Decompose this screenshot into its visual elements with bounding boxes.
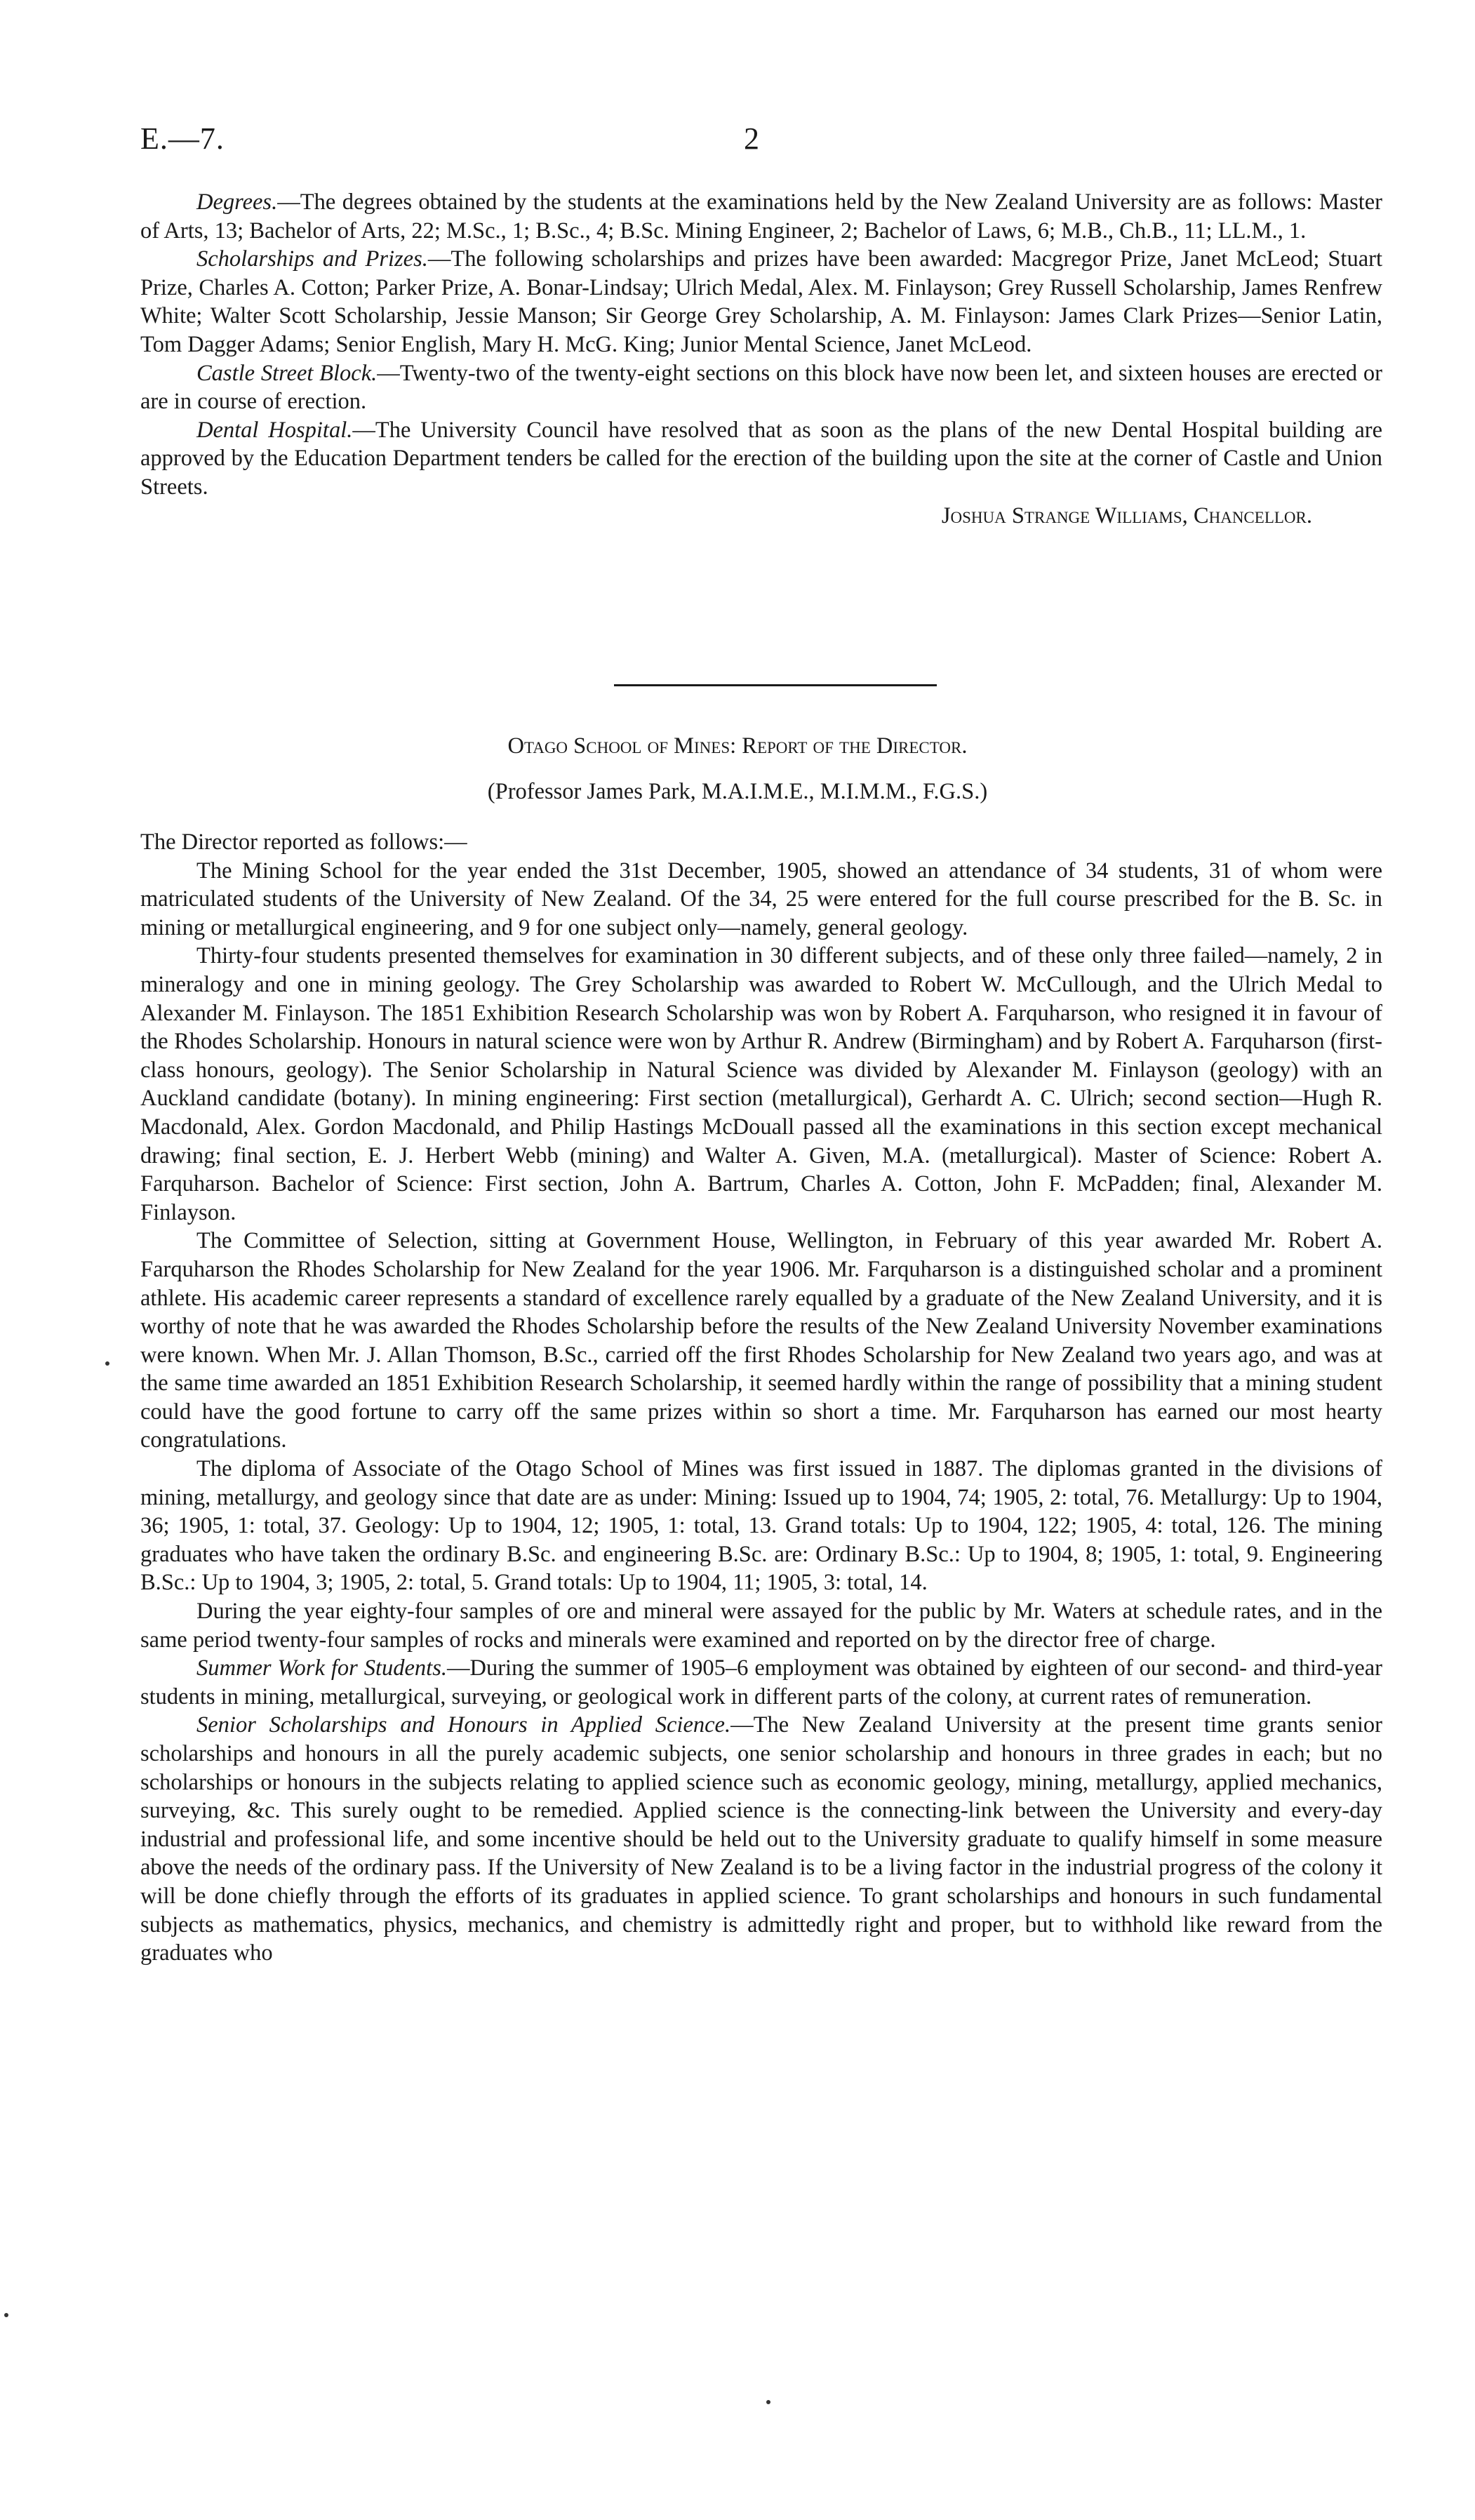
diplomas-paragraph: The diploma of Associate of the Otago School of Mines was first issued in 1887. The diplomas granted in the divisions of mining, metallurgy, and geology since that date are as under: Mining: Issued up to 1904, 74; 1905, 2: total, 76. Metallurgy: Up to 1904, 36; 1905, 1: total, 37. Geology: Up to 1904, 12; 1905, 1: total, 13. Grand totals: Up to 1904, 122; 1905, 4: total, 126. The mining graduates who have taken the ordinary B.Sc. and engineering B.Sc. are: Ordinary B.Sc.: Up to 1904, 8; 1905, 1: total, 9. Engineering B.Sc.: Up to 1904, 3; 1905, 2: total, 5. Grand totals: Up to 1904, 11; 1905, 3: total, 14.: [140, 1456, 1382, 1596]
summer-work-heading: Summer Work for Students.: [196, 1655, 447, 1681]
degrees-text: —The degrees obtained by the students at the examinations held by the New Zealand University are as follows: Master of Arts, 13; Bachelor of Arts, 22; M.Sc., 1; B.Sc., 4; B.Sc. Mining Engineer, 2; Bachelor of Laws, 6; M.B., Ch.B., 11; LL.M., 1.: [140, 189, 1382, 244]
scholarships-heading: Scholarships and Prizes.: [196, 246, 428, 272]
senior-scholarships-heading: Senior Scholarships and Honours in Applied Science.: [196, 1712, 731, 1738]
chancellor-signature: Joshua Strange Williams, Chancellor.: [941, 502, 1312, 528]
dental-hospital-heading: Dental Hospital.: [196, 417, 353, 443]
examinations-paragraph: Thirty-four students presented themselves for examination in 30 different subjects, and of these only three failed—namely, 2 in mineralogy and one in mining geology. The Grey Scholarship was awarded to Robert W. McCullough, and the Ulrich Medal to Alexander M. Finlayson. The 1851 Exhibition Research Scholarship was won by Robert A. Farquharson, who resigned it in favour of the Rhodes Scholarship. Honours in natural science were won by Arthur R. Andrew (Birmingham) and by Robert A. Farquharson (first-class honours, geology). The Senior Scholarship in Natural Science was divided by Alexander M. Finlayson (geology) with an Auckland candidate (botany). In mining engineering: First section (metallurgical), Gerhardt A. C. Ulrich; second section—Hugh R. Macdonald, Alex. Gordon Macdonald, and Philip Hastings McDouall passed all the examinations in this section except mechanical drawing; final section, E. J. Herbert Webb (mining) and Walter A. Given, M.A. (metallurgical). Master of Science: Robert A. Farquharson. Bachelor of Science: First section, John A. Bartrum, Charles A. Cotton, John F. McPadden; final, Alexander M. Finlayson.: [140, 943, 1382, 1225]
margin-speck: [766, 2400, 770, 2404]
senior-scholarships-paragraph: [140, 1711, 1382, 1967]
dental-hospital-text: —The University Council have resolved that as soon as the plans of the new Dental Hospital building are approved by the Education Department tenders be called for the erection of the building upon the site at the corner of Castle and Union Streets.: [140, 417, 1383, 500]
summer-work-paragraph: [140, 1654, 1382, 1711]
mines-report-subtitle: (Professor James Park, M.A.I.M.E., M.I.M.M., F.G.S.): [487, 779, 988, 804]
degrees-paragraph: [140, 188, 1382, 245]
margin-speck: [4, 2313, 8, 2317]
mines-report-section: [140, 828, 1382, 1968]
castle-street-text: —Twenty-two of the twenty-eight sections on this block have now been let, and sixteen houses are erected or are in course of erection.: [140, 360, 1382, 415]
mines-report-title: Otago School of Mines: Report of the Director.: [507, 733, 968, 759]
senior-scholarships-text: —The New Zealand University at the present time grants senior scholarships and honours in all the purely academic subjects, one senior scholarship and honours in three grades in each; but no scholarships or honours in the subjects relating to applied science such as economic geology, mining, metallurgy, applied mechanics, surveying, &c. This surely ought to be remedied. Applied science is the connecting-link between the University and every-day industrial and professional life, and some incentive should be held out to the University graduate to qualify himself in some measure above the needs of the ordinary pass. If the University of New Zealand is to be a living factor in the industrial progress of the colony it will be done chiefly through the efforts of its graduates in applied science. To grant scholarships and honours in such fundamental subjects as mathematics, physics, mechanics, and chemistry is admittedly right and proper, but to withhold like reward from the graduates who: [140, 1712, 1382, 1966]
university-report-section: [140, 188, 1382, 530]
summer-work-text: —During the summer of 1905–6 employment was obtained by eighteen of our second- and third-year students in mining, metallurgical, surveying, or geological work in different parts of the colony, at current rates of remuneration.: [140, 1655, 1382, 1709]
page-number: 2: [744, 121, 759, 156]
section-divider: [614, 684, 937, 686]
scholarships-paragraph: [140, 245, 1382, 359]
attendance-paragraph: The Mining School for the year ended the 31st December, 1905, showed an attendance of 34 students, 31 of whom were matriculated students of the University of New Zealand. Of the 34, 25 were entered for the full course prescribed for the B. Sc. in mining or metallurgical engineering, and 9 for one subject only—namely, general geology.: [140, 858, 1382, 940]
margin-speck: [105, 1361, 109, 1366]
castle-street-paragraph: [140, 359, 1382, 416]
castle-street-heading: Castle Street Block.: [196, 360, 378, 386]
document-reference: E.—7.: [140, 121, 225, 156]
degrees-heading: Degrees.: [196, 189, 278, 215]
rhodes-scholarship-paragraph: The Committee of Selection, sitting at Government House, Wellington, in February of this year awarded Mr. Robert A. Farquharson the Rhodes Scholarship for New Zealand for the year 1906. Mr. Farquharson is a distinguished scholar and a prominent athlete. His academic career represents a standard of excellence rarely equalled by a graduate of the New Zealand University, and it is worthy of note that he was awarded the Rhodes Scholarship before the results of the New Zealand University November examinations were known. When Mr. J. Allan Thomson, B.Sc., carried off the first Rhodes Scholarship for New Zealand two years ago, and was at the same time awarded an 1851 Exhibition Research Scholarship, it seemed hardly within the range of possibility that a mining student could have the good fortune to carry off the same prizes within so short a time. Mr. Farquharson has earned our most hearty congratulations.: [140, 1228, 1382, 1453]
assays-paragraph: During the year eighty-four samples of ore and mineral were assayed for the public by Mr. Waters at schedule rates, and in the same period twenty-four samples of rocks and minerals were examined and reported on by the director free of charge.: [140, 1599, 1382, 1653]
scholarships-text: —The following scholarships and prizes have been awarded: Macgregor Prize, Janet McLeod; Stuart Prize, Charles A. Cotton; Parker Prize, A. Bonar-Lindsay; Ulrich Medal, Alex. M. Finlayson; Grey Russell Scholarship, James Renfrew White; Walter Scott Scholarship, Jessie Manson; Sir George Grey Scholarship, A. M. Finlayson: James Clark Prizes—Senior Latin, Tom Dagger Adams; Senior English, Mary H. McG. King; Junior Mental Science, Janet McLeod.: [140, 246, 1382, 357]
dental-hospital-paragraph: [140, 416, 1382, 502]
director-intro: The Director reported as follows:—: [140, 829, 467, 855]
